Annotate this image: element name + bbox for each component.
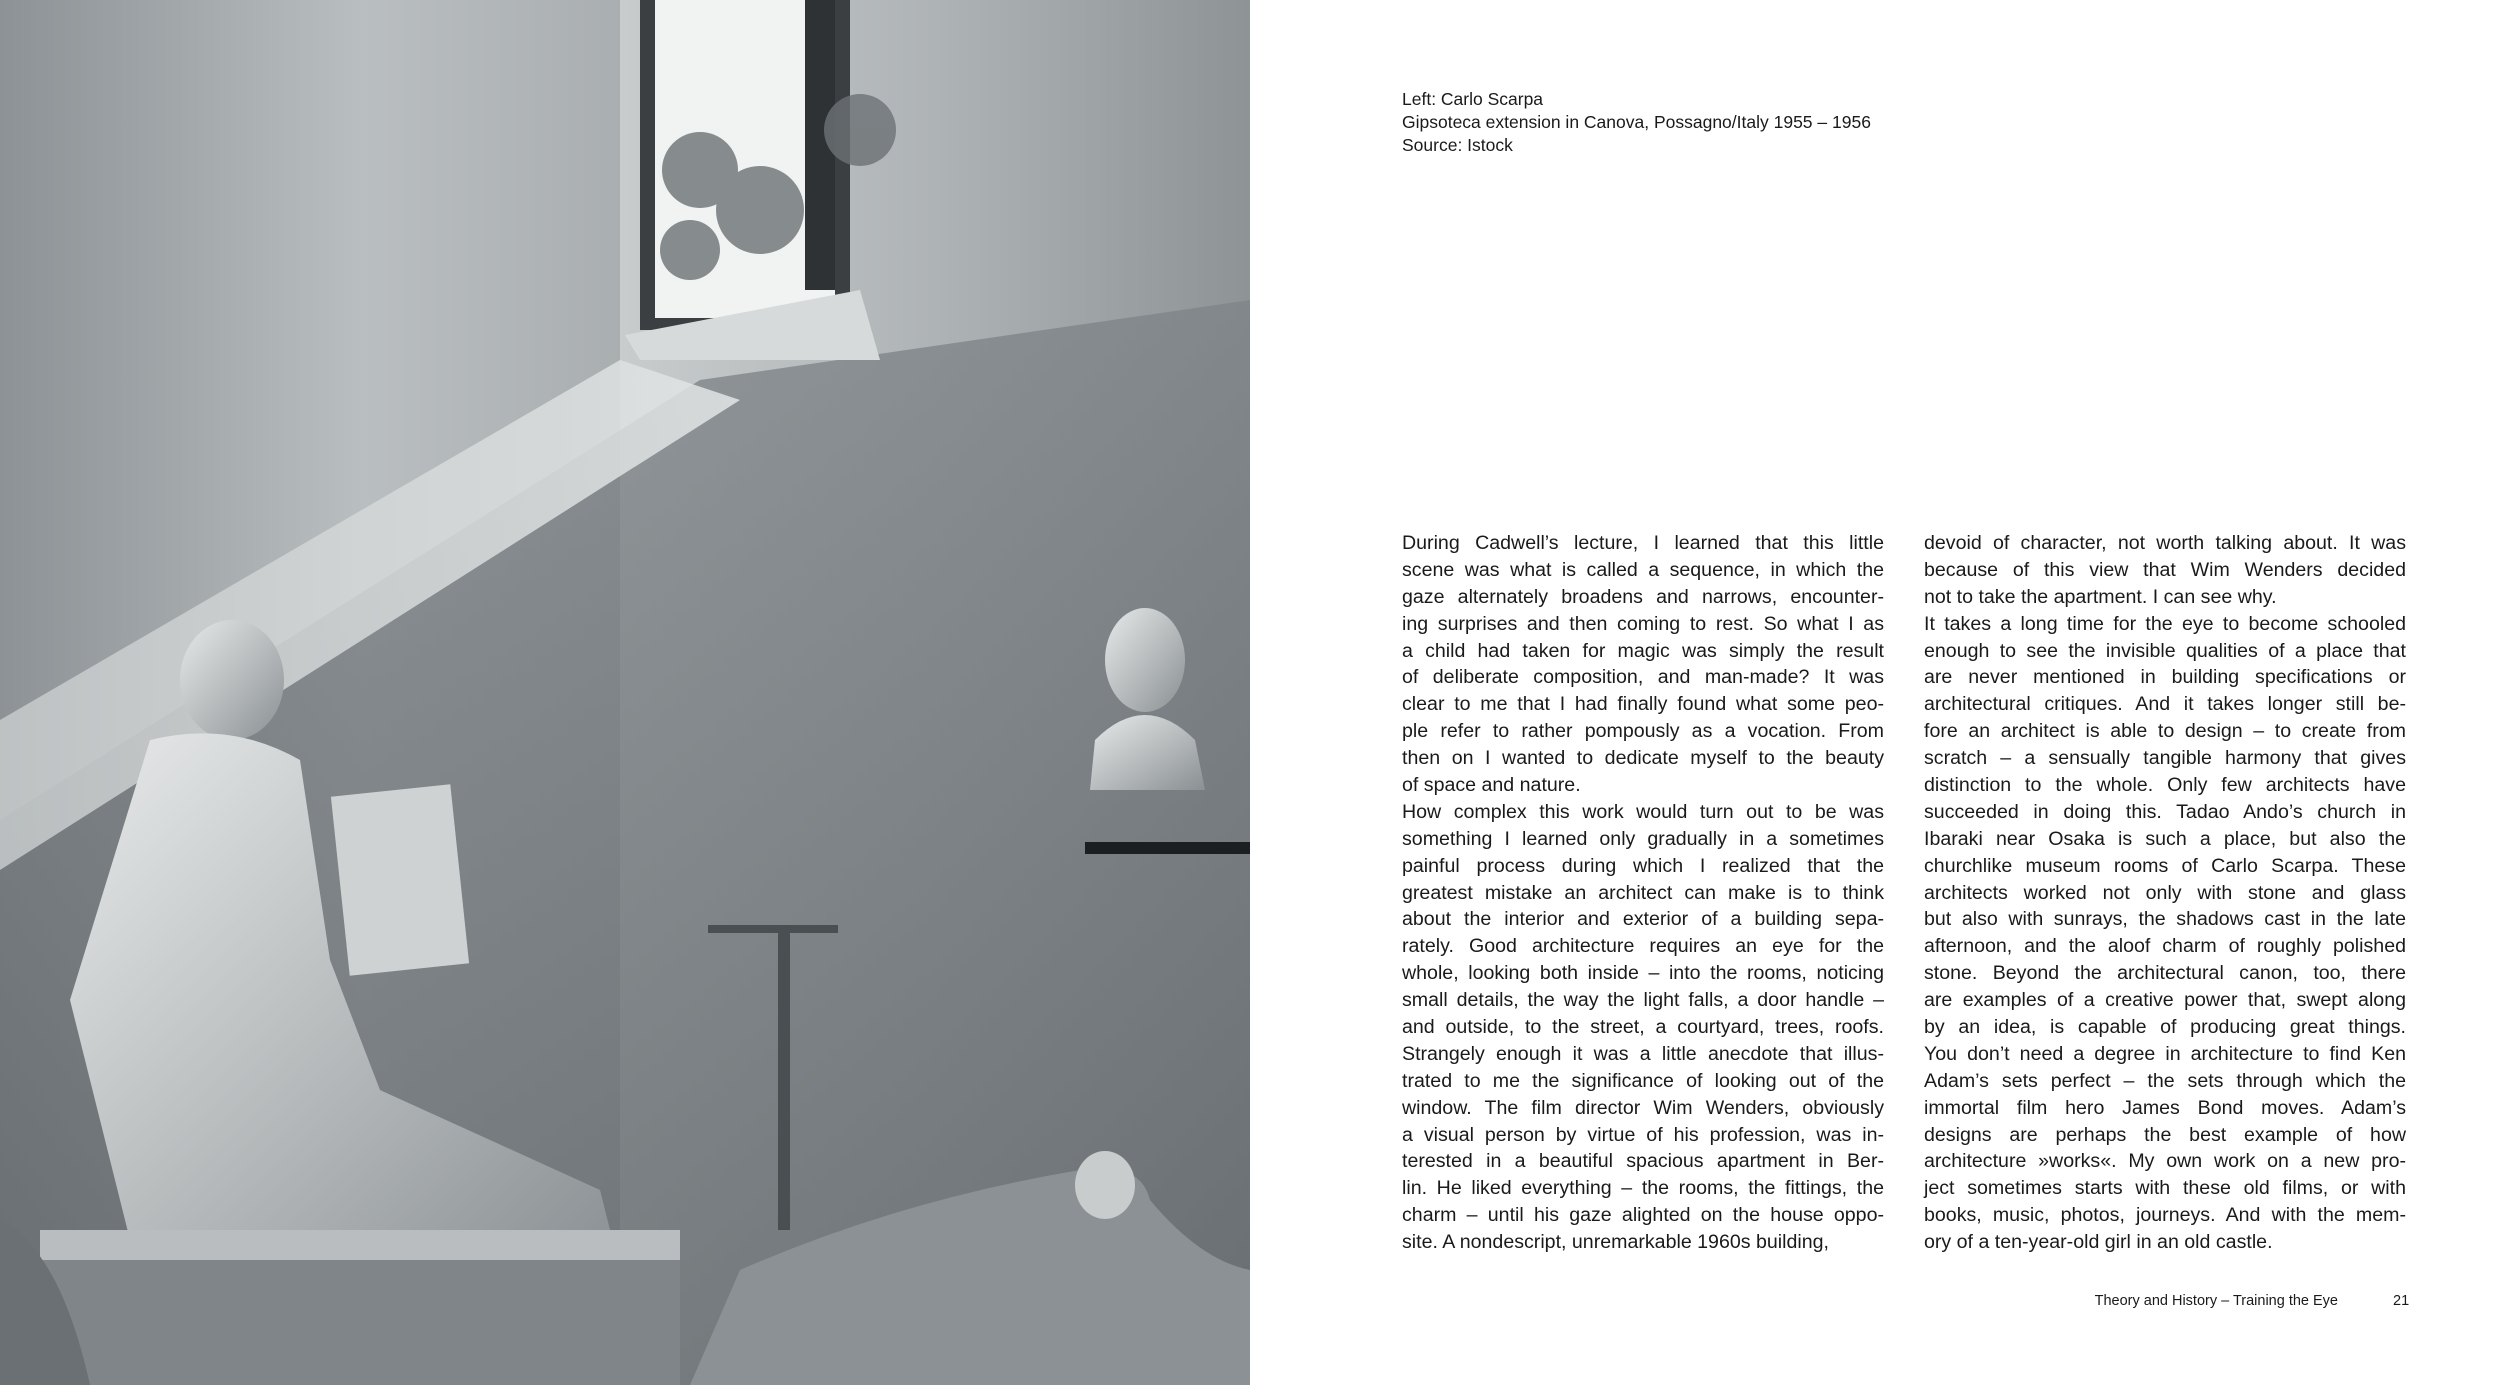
text-line: ory of a ten-year-old girl in an old castle.	[1924, 1231, 2273, 1254]
text-line: because of this view that Wim Wenders decided	[1924, 558, 2406, 581]
page-number: 21	[2393, 1293, 2410, 1309]
text-line: charm – until his gaze alighted on the house oppo-	[1402, 1204, 1884, 1227]
text-line: scene was what is called a sequence, in which the	[1402, 558, 1884, 581]
text-line: books, music, photos, journeys. And with the mem-	[1924, 1204, 2406, 1227]
text-line: not to take the apartment. I can see why.	[1924, 585, 2277, 608]
text-line: whole, looking both inside – into the rooms, noticing	[1402, 962, 1884, 985]
text-line: are examples of a creative power that, swept along	[1924, 989, 2406, 1012]
text-line: succeeded in doing this. Tadao Ando’s church in	[1924, 800, 2406, 823]
text-line: gaze alternately broadens and narrows, encounter-	[1402, 585, 1884, 608]
text-line: scratch – a sensually tangible harmony that gives	[1924, 747, 2406, 770]
text-line: but also with sunrays, the shadows cast in the late	[1924, 908, 2406, 931]
text-line: architectural critiques. And it takes longer still be-	[1924, 693, 2406, 716]
text-line: rately. Good architecture requires an eye for the	[1402, 935, 1884, 958]
text-line: a visual person by virtue of his profession, was in-	[1402, 1123, 1884, 1146]
text-line: stone. Beyond the architectural canon, too, there	[1924, 962, 2406, 985]
text-line: devoid of character, not worth talking about. It was	[1924, 532, 2406, 554]
text-line: immortal film hero James Bond moves. Adam’s	[1924, 1096, 2406, 1119]
text-line: How complex this work would turn out to be was	[1402, 800, 1884, 823]
body-column-left	[1402, 530, 1884, 1256]
text-line: site. A nondescript, unremarkable 1960s building,	[1402, 1231, 1829, 1254]
text-line: designs are perhaps the best example of how	[1924, 1123, 2406, 1146]
text-line: Strangely enough it was a little anecdote that illus-	[1402, 1042, 1884, 1065]
text-line: clear to me that I had finally found what some peo-	[1402, 693, 1884, 716]
text-line: It takes a long time for the eye to become schooled	[1924, 612, 2406, 635]
text-line: then on I wanted to dedicate myself to the beauty	[1402, 747, 1884, 770]
caption-source: Source: Istock	[1402, 135, 1513, 155]
text-line: enough to see the invisible qualities of a place that	[1924, 639, 2406, 662]
text-line: architects worked not only with stone and glass	[1924, 881, 2406, 904]
running-footer-title: Theory and History – Training the Eye	[2094, 1293, 2338, 1309]
text-line: trated to me the significance of looking out of the	[1402, 1069, 1884, 1092]
text-line: a child had taken for magic was simply the result	[1402, 639, 1884, 662]
body-column-right	[1924, 530, 2406, 1256]
text-line: During Cadwell’s lecture, I learned that this little	[1402, 532, 1884, 554]
text-line: of space and nature.	[1402, 774, 1581, 797]
text-line: terested in a beautiful spacious apartment in Ber-	[1402, 1150, 1884, 1173]
caption-title: Gipsoteca extension in Canova, Possagno/Italy 1955 – 1956	[1402, 112, 1871, 132]
text-line: distinction to the whole. Only few architects have	[1924, 774, 2406, 797]
text-line: afternoon, and the aloof charm of roughly polished	[1924, 935, 2406, 958]
text-line: churchlike museum rooms of Carlo Scarpa. These	[1924, 854, 2406, 877]
text-line: fore an architect is able to design – to create from	[1924, 720, 2406, 743]
text-line: ple refer to rather pompously as a vocation. From	[1402, 720, 1884, 743]
caption-credit: Left: Carlo Scarpa	[1402, 89, 1544, 109]
photo-caption	[1402, 88, 2102, 157]
text-line: something I learned only gradually in a sometimes	[1402, 827, 1884, 850]
text-line: Ibaraki near Osaka is such a place, but also the	[1924, 827, 2406, 850]
text-line: of deliberate composition, and man-made? It was	[1402, 666, 1884, 689]
text-line: are never mentioned in building specifications or	[1924, 666, 2406, 689]
text-line: painful process during which I realized that the	[1402, 854, 1884, 877]
text-line: window. The film director Wim Wenders, obviously	[1402, 1096, 1884, 1119]
text-line: about the interior and exterior of a building sepa-	[1402, 908, 1884, 931]
text-line: Adam’s sets perfect – the sets through which the	[1924, 1069, 2406, 1092]
text-line: ject sometimes starts with these old films, or with	[1924, 1177, 2406, 1200]
text-line: and outside, to the street, a courtyard, trees, roofs.	[1402, 1016, 1884, 1039]
text-line: You don’t need a degree in architecture to find Ken	[1924, 1042, 2406, 1065]
text-line: greatest mistake an architect can make is to think	[1402, 881, 1884, 904]
text-line: architecture »works«. My own work on a new pro-	[1924, 1150, 2406, 1173]
text-line: small details, the way the light falls, a door handle –	[1402, 989, 1884, 1012]
text-line: ing surprises and then coming to rest. So what I as	[1402, 612, 1884, 635]
text-line: by an idea, is capable of producing great things.	[1924, 1016, 2406, 1039]
text-line: lin. He liked everything – the rooms, the fittings, the	[1402, 1177, 1884, 1200]
